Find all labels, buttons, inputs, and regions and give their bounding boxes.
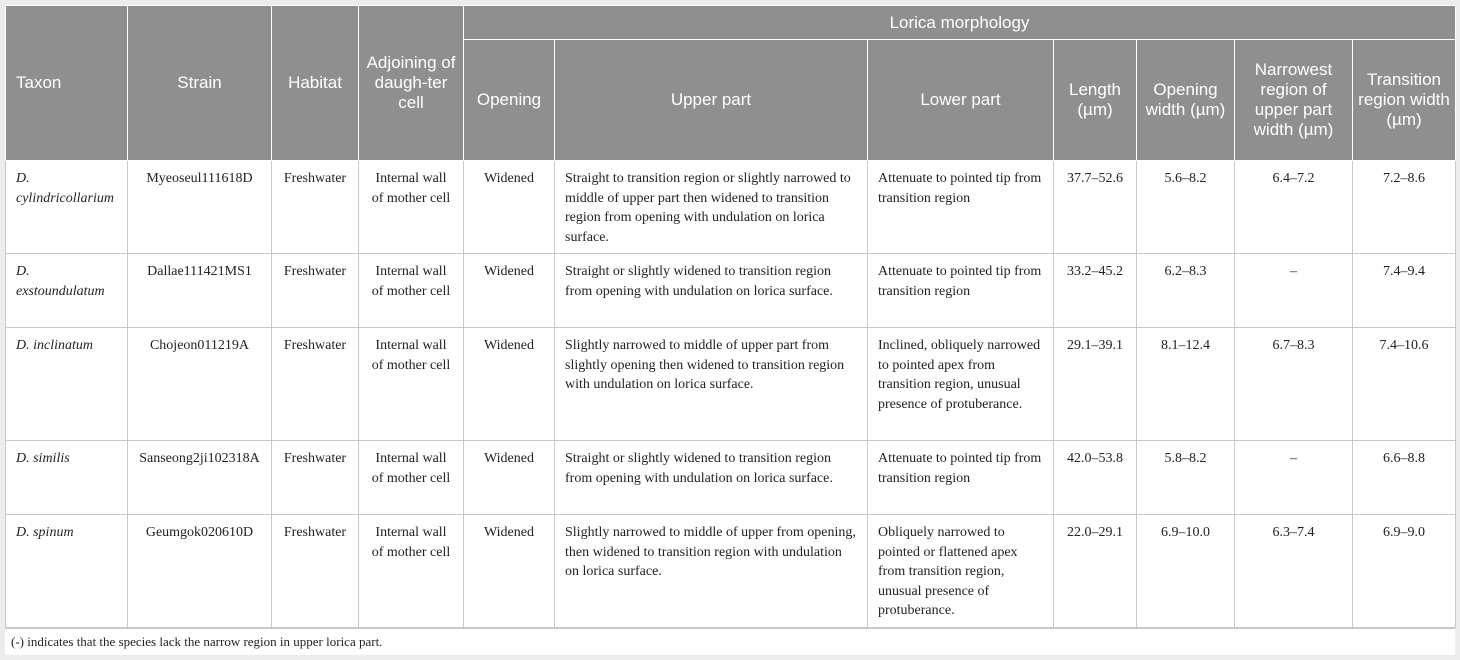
table-row [6,515,1456,628]
header-transition-width: Transition region width (µm) [1353,40,1456,161]
upper-part-cell: Straight or slightly widened to transition region from opening with undulation on lorica surface. [555,254,868,328]
narrowest-width-cell: – [1235,441,1353,515]
header-lower-part: Lower part [868,40,1054,161]
length-cell: 29.1–39.1 [1054,328,1137,441]
strain-cell: Chojeon011219A [128,328,272,441]
habitat-cell: Freshwater [272,441,359,515]
narrowest-width-cell: 6.7–8.3 [1235,328,1353,441]
habitat-cell: Freshwater [272,328,359,441]
transition-width-cell: 7.2–8.6 [1353,161,1456,254]
header-adjoining: Adjoining of daugh-ter cell [359,6,464,161]
lorica-table [5,5,1456,628]
header-habitat: Habitat [272,6,359,161]
length-cell: 33.2–45.2 [1054,254,1137,328]
habitat-cell: Freshwater [272,254,359,328]
table-row [6,328,1456,441]
header-strain: Strain [128,6,272,161]
opening-cell: Widened [464,328,555,441]
opening-width-cell: 6.2–8.3 [1137,254,1235,328]
upper-part-cell: Straight or slightly widened to transition region from opening with undulation on lorica surface. [555,441,868,515]
opening-cell: Widened [464,441,555,515]
transition-width-cell: 6.9–9.0 [1353,515,1456,628]
adjoining-cell: Internal wall of mother cell [359,441,464,515]
strain-cell: Myeoseul111618D [128,161,272,254]
length-cell: 22.0–29.1 [1054,515,1137,628]
taxon-cell: D. cylindricollarium [6,161,128,254]
lower-part-cell: Attenuate to pointed tip from transition region [868,254,1054,328]
adjoining-cell: Internal wall of mother cell [359,254,464,328]
table-row [6,161,1456,254]
lower-part-cell: Obliquely narrowed to pointed or flattened apex from transition region, unusual presence of protuberance. [868,515,1054,628]
header-length: Length (µm) [1054,40,1137,161]
adjoining-cell: Internal wall of mother cell [359,328,464,441]
adjoining-cell: Internal wall of mother cell [359,161,464,254]
transition-width-cell: 7.4–9.4 [1353,254,1456,328]
table-row [6,254,1456,328]
strain-cell: Dallae111421MS1 [128,254,272,328]
opening-cell: Widened [464,161,555,254]
opening-width-cell: 8.1–12.4 [1137,328,1235,441]
adjoining-cell: Internal wall of mother cell [359,515,464,628]
header-lorica-morphology: Lorica morphology [464,6,1456,40]
strain-cell: Geumgok020610D [128,515,272,628]
table-row [6,441,1456,515]
upper-part-cell: Straight to transition region or slightly narrowed to middle of upper part then widened to transition region from opening with undulation on lorica surface. [555,161,868,254]
narrowest-width-cell: 6.3–7.4 [1235,515,1353,628]
length-cell: 37.7–52.6 [1054,161,1137,254]
lower-part-cell: Inclined, obliquely narrowed to pointed apex from transition region, unusual presence of protuberance. [868,328,1054,441]
table-footnote: (-) indicates that the species lack the narrow region in upper lorica part. [5,628,1455,650]
opening-width-cell: 5.6–8.2 [1137,161,1235,254]
opening-cell: Widened [464,254,555,328]
habitat-cell: Freshwater [272,515,359,628]
header-opening: Opening [464,40,555,161]
header-opening-width: Opening width (µm) [1137,40,1235,161]
narrowest-width-cell: – [1235,254,1353,328]
strain-cell: Sanseong2ji102318A [128,441,272,515]
header-upper-part: Upper part [555,40,868,161]
taxon-cell: D. spinum [6,515,128,628]
transition-width-cell: 7.4–10.6 [1353,328,1456,441]
header-narrowest-width: Narrowest region of upper part width (µm) [1235,40,1353,161]
taxon-cell: D. similis [6,441,128,515]
opening-width-cell: 6.9–10.0 [1137,515,1235,628]
length-cell: 42.0–53.8 [1054,441,1137,515]
opening-width-cell: 5.8–8.2 [1137,441,1235,515]
taxon-cell: D. inclinatum [6,328,128,441]
opening-cell: Widened [464,515,555,628]
lower-part-cell: Attenuate to pointed tip from transition region [868,161,1054,254]
upper-part-cell: Slightly narrowed to middle of upper from opening, then widened to transition region with undulation on lorica surface. [555,515,868,628]
taxon-cell: D. exstoundulatum [6,254,128,328]
lower-part-cell: Attenuate to pointed tip from transition region [868,441,1054,515]
transition-width-cell: 6.6–8.8 [1353,441,1456,515]
upper-part-cell: Slightly narrowed to middle of upper part from slightly opening then widened to transition region with undulation on lorica surface. [555,328,868,441]
table-frame [5,5,1455,655]
header-taxon: Taxon [6,6,128,161]
habitat-cell: Freshwater [272,161,359,254]
narrowest-width-cell: 6.4–7.2 [1235,161,1353,254]
